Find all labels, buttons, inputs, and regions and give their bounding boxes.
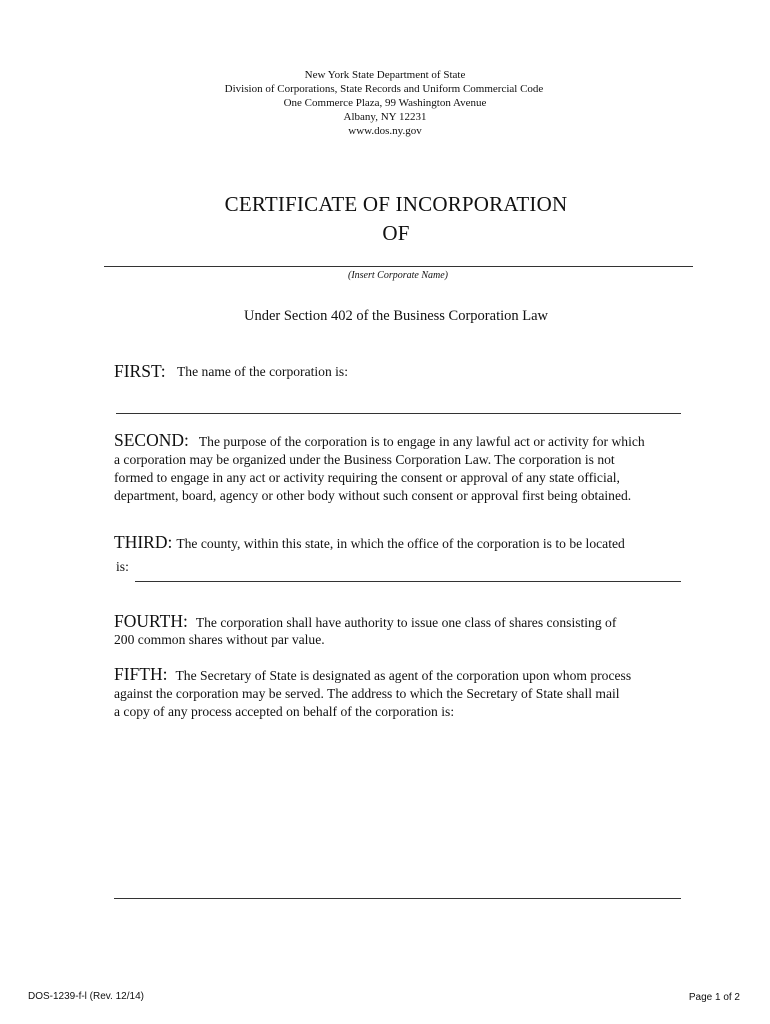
fifth-line-3: a copy of any process accepted on behalf of the corporation is: xyxy=(114,704,455,719)
second-line-2: a corporation may be organized under the Business Corporation Law. The corporation is not xyxy=(114,452,615,467)
third-is-label: is: xyxy=(116,559,129,574)
first-underline xyxy=(116,413,681,414)
fifth-label: FIFTH: xyxy=(114,664,168,684)
fourth-label: FOURTH: xyxy=(114,611,188,631)
corporate-name-underline xyxy=(104,266,693,267)
second-line-1: The purpose of the corporation is to engage in any lawful act or activity for which xyxy=(198,434,645,449)
corporate-name-caption: (Insert Corporate Name) xyxy=(348,270,448,281)
corporate-name-field[interactable] xyxy=(104,250,693,266)
fifth-section xyxy=(114,664,631,685)
third-section xyxy=(114,532,625,553)
fifth-underline xyxy=(114,898,681,899)
first-label: FIRST: xyxy=(114,361,166,381)
division-name: Division of Corporations, State Records and Uniform Commercial Code xyxy=(224,83,544,95)
fourth-section xyxy=(114,611,616,632)
second-line-4: department, board, agency or other body without such consent or approval first being obtained. xyxy=(114,488,632,503)
document-title: CERTIFICATE OF INCORPORATION xyxy=(224,192,568,216)
page-number: Page 1 of 2 xyxy=(688,992,740,1003)
first-text: The name of the corporation is: xyxy=(177,364,348,379)
corporation-name-field[interactable] xyxy=(116,396,681,412)
document-title-of: OF xyxy=(382,221,410,245)
agency-name: New York State Department of State xyxy=(304,69,466,81)
city-state-zip: Albany, NY 12231 xyxy=(343,111,427,123)
fifth-line-1: The Secretary of State is designated as agent of the corporation upon whom process xyxy=(175,668,632,683)
fourth-line-1: The corporation shall have authority to issue one class of shares consisting of xyxy=(195,615,617,630)
fifth-line-2: against the corporation may be served. The address to which the Secretary of State shall mail xyxy=(114,686,620,701)
third-underline xyxy=(135,581,681,582)
third-text: The county, within this state, in which the office of the corporation is to be located xyxy=(176,536,625,551)
second-section xyxy=(114,430,714,451)
third-label: THIRD: xyxy=(114,532,173,552)
address-line: One Commerce Plaza, 99 Washington Avenue xyxy=(283,97,487,109)
second-label: SECOND: xyxy=(114,430,189,450)
process-address-field[interactable] xyxy=(114,730,681,896)
website: www.dos.ny.gov xyxy=(348,125,422,137)
form-id: DOS-1239-f-l (Rev. 12/14) xyxy=(28,991,144,1002)
fourth-line-2: 200 common shares without par value. xyxy=(114,632,325,647)
under-section-text: Under Section 402 of the Business Corporation Law xyxy=(243,308,549,324)
county-field[interactable] xyxy=(135,564,681,580)
second-line-3: formed to engage in any act or activity requiring the consent or approval of any state official, xyxy=(114,470,620,485)
